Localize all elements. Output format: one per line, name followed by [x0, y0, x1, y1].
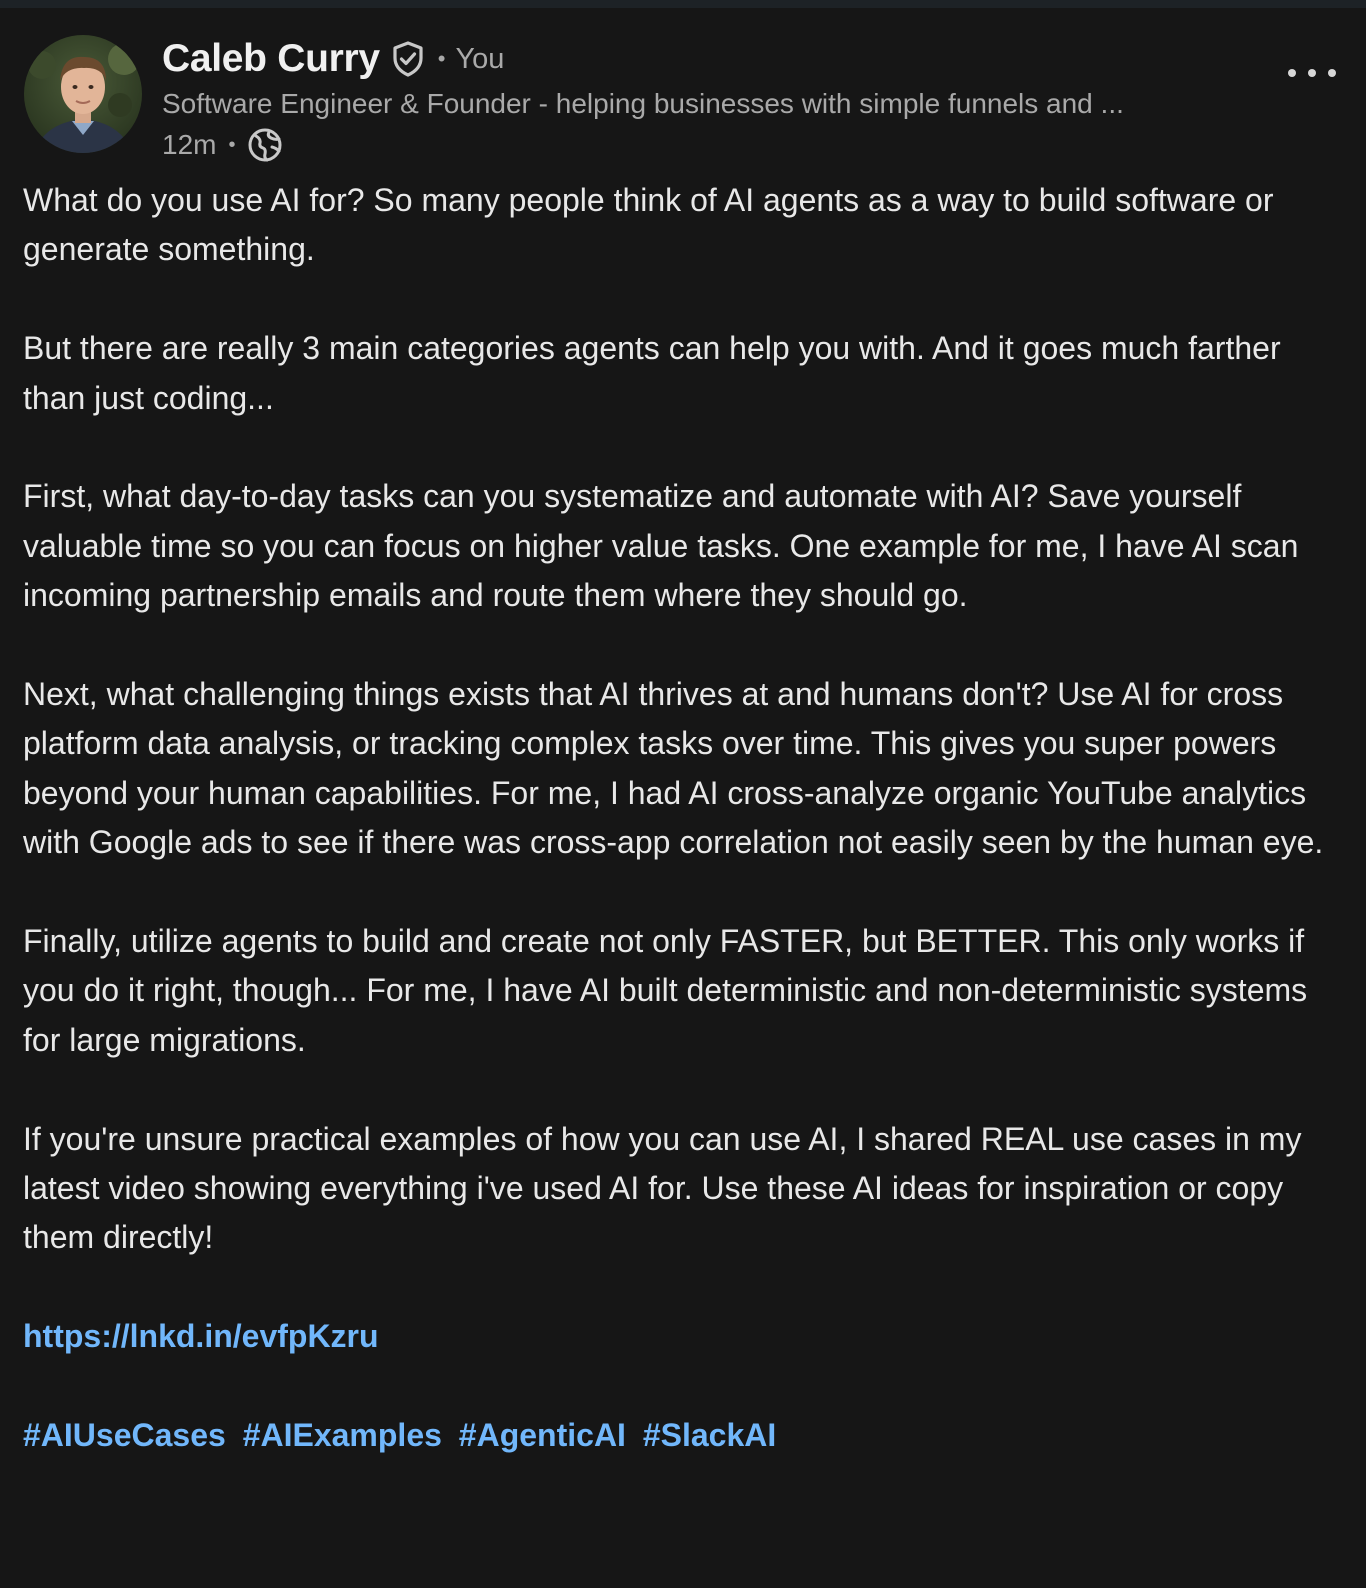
post-paragraph: If you're unsure practical examples of how you can use AI, I shared REAL use cases in my latest video showing everything i've used AI for. Use these AI ideas for inspiration or copy them directly! [23, 1120, 1302, 1256]
author-info [162, 36, 1282, 166]
post-link[interactable]: https://lnkd.in/evfpKzru [23, 1318, 379, 1355]
author-name[interactable]: Caleb Curry [162, 37, 380, 80]
verified-shield-icon [390, 40, 426, 78]
separator-dot: • [228, 133, 236, 156]
more-horizontal-icon-dot [1308, 69, 1316, 77]
avatar-photo [24, 35, 142, 153]
hashtag-link[interactable]: #AIExamples [242, 1417, 442, 1454]
author-avatar[interactable] [24, 35, 142, 153]
hashtag-link[interactable]: #AIUseCases [23, 1417, 226, 1454]
separator-dot: • [437, 46, 446, 71]
post-body [23, 176, 1333, 1510]
more-horizontal-icon-dot [1288, 69, 1296, 77]
more-options-button[interactable] [1288, 58, 1336, 88]
post-paragraph: Finally, utilize agents to build and create not only FASTER, but BETTER. This only works if you do it right, though... For me, I have AI built deterministic and non-deterministic systems for large migrations. [23, 923, 1308, 1058]
post-paragraph: What do you use AI for? So many people think of AI agents as a way to build software or generate something. [23, 182, 1274, 268]
more-horizontal-icon-dot [1328, 69, 1336, 77]
hashtags [23, 1411, 1333, 1460]
hashtag-link[interactable]: #SlackAI [642, 1417, 777, 1454]
hashtag-link[interactable]: #AgenticAI [458, 1417, 626, 1454]
feed-post [0, 8, 1366, 1588]
connection-degree: You [455, 42, 505, 75]
globe-icon [247, 127, 283, 163]
post-timestamp: 12m [162, 129, 217, 160]
post-paragraph: Next, what challenging things exists that AI thrives at and humans don't? Use AI for cross platform data analysis, or tracking complex tasks over time. This gives you super powers beyond your human capabilities. For me, I had AI cross-analyze organic YouTube analytics with Google ads to see if there was cross-app correlation not easily seen by the human eye. [23, 676, 1324, 861]
post-paragraph: First, what day-to-day tasks can you systematize and automate with AI? Save yourself valuable time so you can focus on higher value tasks. One example for me, I have AI scan incoming partnership emails and route them where they should go. [23, 478, 1299, 614]
post-link-paragraph [23, 1312, 1333, 1361]
author-headline: Software Engineer & Founder - helping businesses with simple funnels and ... [162, 88, 1124, 119]
top-strip [0, 0, 1366, 8]
post-paragraph: But there are really 3 main categories agents can help you with. And it goes much farther than just coding... [23, 330, 1281, 416]
